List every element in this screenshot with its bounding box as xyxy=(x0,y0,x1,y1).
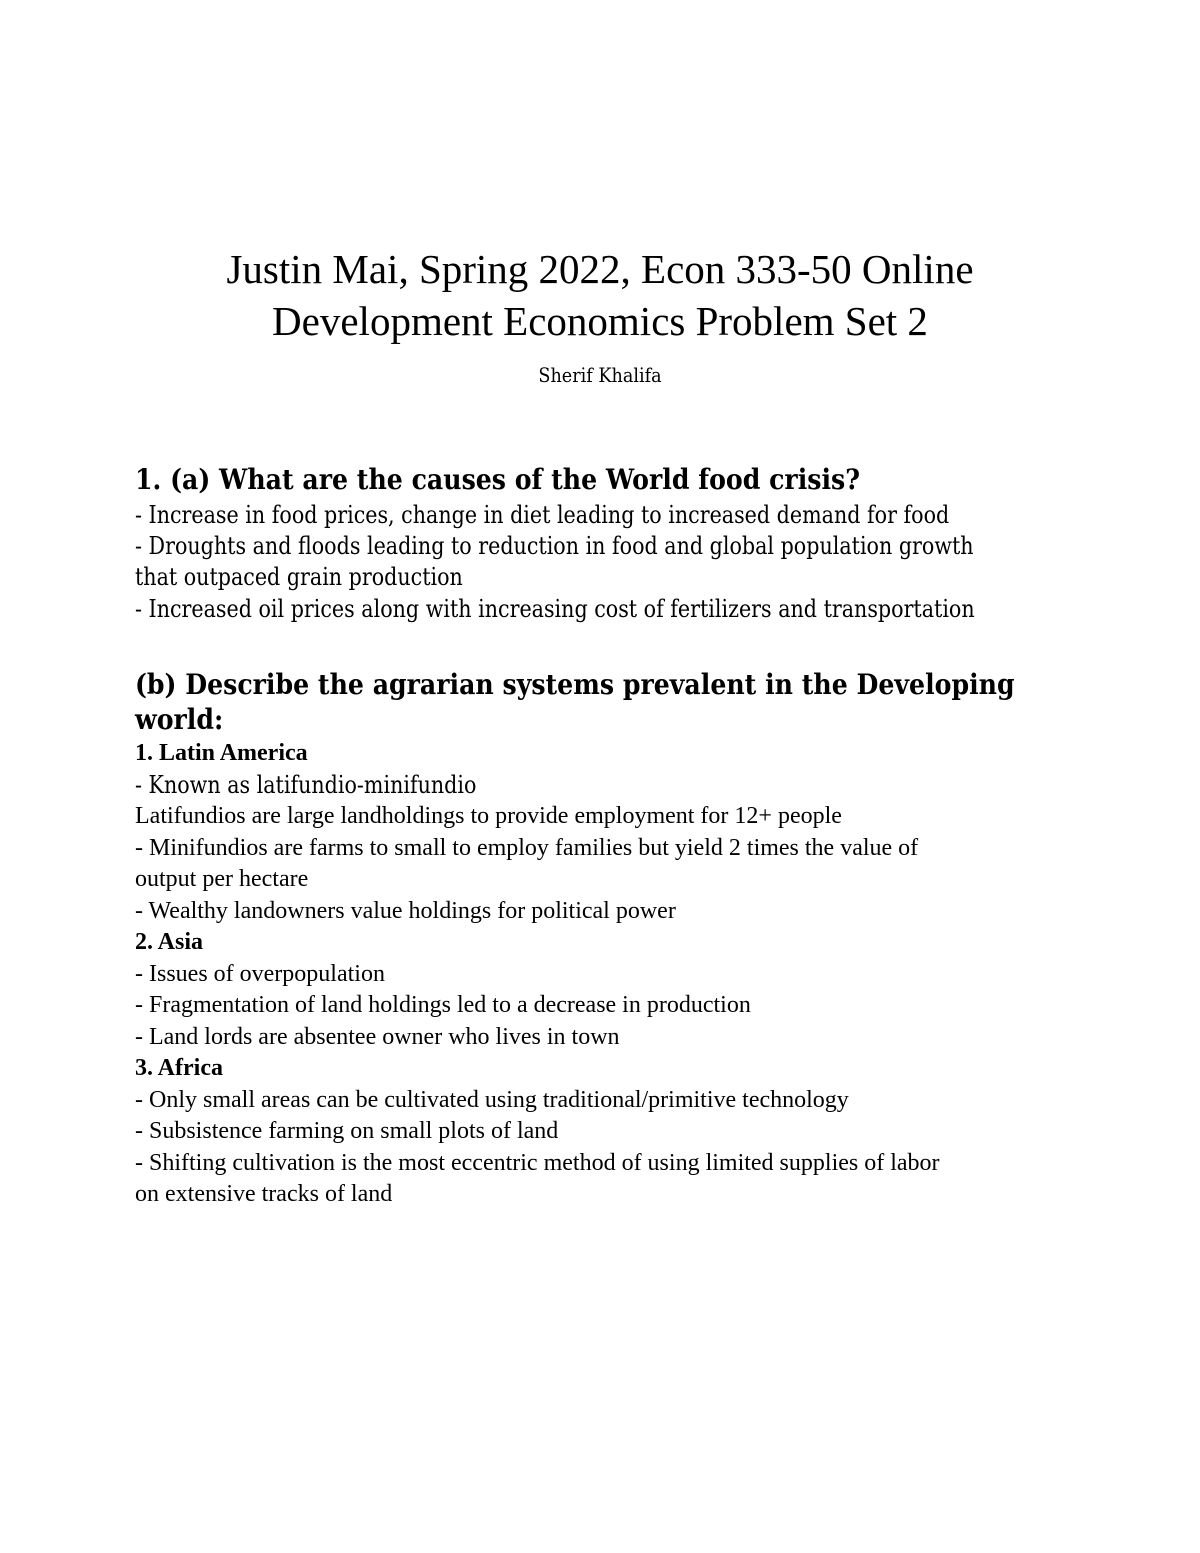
q1a-line-2: - Droughts and floods leading to reduction in food and global population growth xyxy=(135,532,974,560)
africa-line-4: on extensive tracks of land xyxy=(135,1181,393,1207)
asia-line-3: - Land lords are absentee owner who lives in town xyxy=(135,1024,620,1050)
question-1b-heading-line-1: (b) Describe the agrarian systems prevalent in the Developing xyxy=(135,668,1015,701)
q1a-line-4: - Increased oil prices along with increasing cost of fertilizers and transportation xyxy=(135,595,975,623)
africa-line-3: - Shifting cultivation is the most eccentric method of using limited supplies of labor xyxy=(135,1150,940,1176)
asia-line-1: - Issues of overpopulation xyxy=(135,961,385,987)
latin-america-heading: 1. Latin America xyxy=(135,740,308,766)
q1a-line-3: that outpaced grain production xyxy=(135,563,463,591)
latin-america-line-3: - Minifundios are farms to small to employ families but yield 2 times the value of xyxy=(135,835,919,861)
africa-heading: 3. Africa xyxy=(135,1055,223,1081)
latin-america-line-1: - Known as latifundio-minifundio xyxy=(135,771,477,799)
latin-america-line-4: output per hectare xyxy=(135,866,309,892)
title-line-1: Justin Mai, Spring 2022, Econ 333-50 Online xyxy=(226,246,974,292)
question-1b-heading-line-2: world: xyxy=(135,703,224,736)
latin-america-line-5: - Wealthy landowners value holdings for political power xyxy=(135,898,676,924)
asia-heading: 2. Asia xyxy=(135,929,204,955)
author-name: Sherif Khalifa xyxy=(538,363,662,387)
africa-line-1: - Only small areas can be cultivated using traditional/primitive technology xyxy=(135,1087,849,1113)
q1a-line-1: - Increase in food prices, change in diet leading to increased demand for food xyxy=(135,501,950,529)
asia-line-2: - Fragmentation of land holdings led to a decrease in production xyxy=(135,992,751,1018)
question-1a-heading: 1. (a) What are the causes of the World food crisis? xyxy=(135,463,860,496)
document-title xyxy=(0,243,1200,347)
latin-america-line-2: Latifundios are large landholdings to provide employment for 12+ people xyxy=(135,803,842,829)
title-line-2: Development Economics Problem Set 2 xyxy=(272,298,928,344)
africa-line-2: - Subsistence farming on small plots of land xyxy=(135,1118,559,1144)
